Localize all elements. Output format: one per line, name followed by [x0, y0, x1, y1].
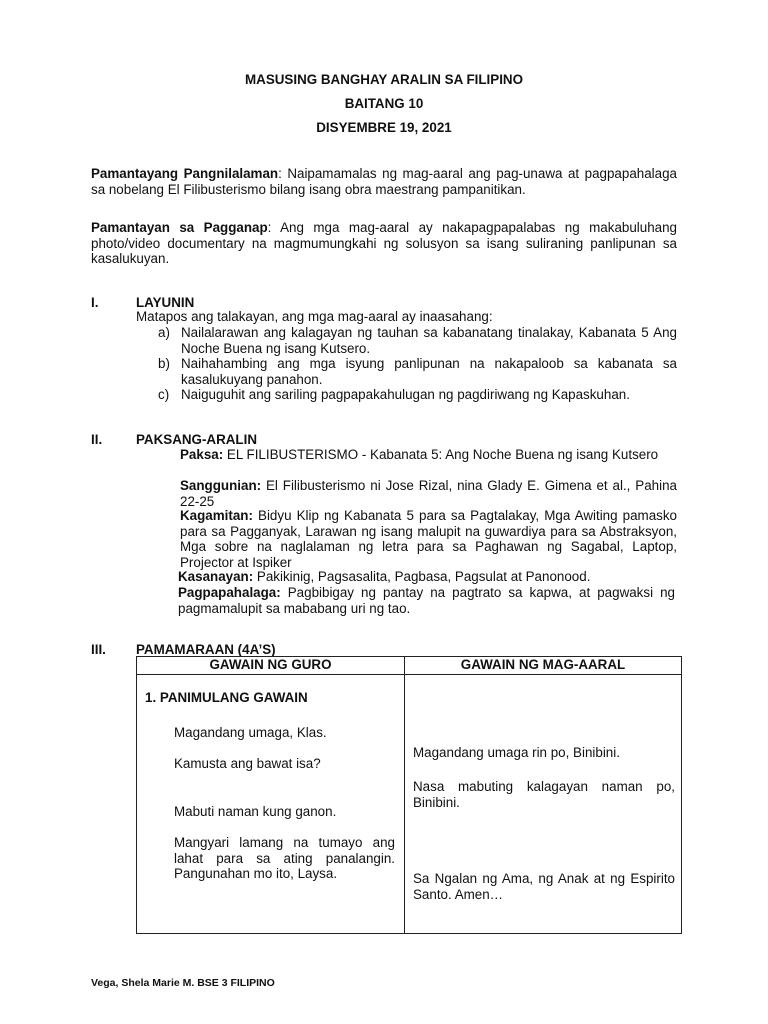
column-header-student: GAWAIN NG MAG-AARAL — [405, 657, 682, 675]
section-number: I. — [91, 295, 99, 310]
list-item: b) Naihahambing ang mga isyung panlipunan na nakapaloob sa kabanata sa kasalukuyang panahon. — [158, 356, 677, 387]
performance-standard-label: Pamantayan sa Pagganap — [91, 220, 268, 235]
objectives-list — [158, 325, 677, 403]
topic-paksa: Paksa: EL FILIBUSTERISMO - Kabanata 5: Ang Noche Buena ng isang Kutsero — [180, 447, 659, 462]
section-paksang-aralin-heading — [91, 432, 257, 447]
column-header-teacher: GAWAIN NG GURO — [137, 657, 405, 675]
content-standard — [91, 166, 677, 197]
topic-kagamitan: Kagamitan: Bidyu Klip ng Kabanata 5 para sa Pagtalakay, Mga Awiting pamasko para sa Pagganyak, Larawan ng isang malupit na guwardiya para sa Abstraksyon, Mga sobre na naglalaman ng letra para sa Paghawan ng Sagabal, Laptop, Projector at Ispiker — [180, 508, 677, 570]
topic-kasanayan: Kasanayan: Pakikinig, Pagsasalita, Pagbasa, Pagsulat at Panonood. — [178, 569, 591, 584]
student-line: Nasa mabuting kalagayan naman po, Binibini. — [413, 779, 675, 810]
grade-level: BAITANG 10 — [344, 96, 424, 111]
list-item: a) Nailalarawan ang kalagayan ng tauhan sa kabanatang tinalakay, Kabanata 5 Ang Noche Buena ng isang Kutsero. — [158, 325, 677, 356]
section-number: III. — [91, 642, 106, 657]
teacher-line: Mabuti naman kung ganon. — [174, 804, 337, 819]
content-standard-text: : Naipamamalas ng mag-aaral ang pag-unawa at pagpapahalaga sa nobelang El Filibusterismo bilang isang obra maestrang pampanitikan. — [91, 166, 677, 197]
topic-pagpapahalaga: Pagpapahalaga: Pagbibigay ng pantay na pagtrato sa kapwa, at pagwaksi ng pagmamalupit sa mababang uri ng tao. — [178, 585, 675, 616]
teacher-line: Mangyari lamang na tumayo ang lahat para sa ating panalangin. Pangunahan mo ito, Laysa. — [174, 835, 395, 881]
content-standard-label: Pamantayang Pangnilalaman — [91, 166, 279, 181]
teacher-cell — [137, 675, 405, 934]
teacher-line: Magandang umaga, Klas. — [174, 725, 327, 740]
performance-standard-text: : Ang mga mag-aaral ay nakapagpapalabas ng makabuluhang photo/video documentary na magmumungkahi ng solusyon sa isang suliraning panlipunan sa kasalukuyan. — [91, 220, 678, 266]
page-footer: Vega, Shela Marie M. BSE 3 FILIPINO — [91, 977, 275, 989]
procedure-table — [136, 656, 682, 934]
performance-standard — [91, 220, 677, 267]
section-number: II. — [91, 432, 103, 447]
lesson-date: DISYEMBRE 19, 2021 — [316, 120, 452, 135]
topic-sanggunian: Sanggunian: El Filibusterismo ni Jose Rizal, nina Glady E. Gimena et al., Pahina 22-25 — [180, 478, 677, 509]
student-cell — [405, 675, 682, 934]
student-line: Sa Ngalan ng Ama, ng Anak at ng Espirito Santo. Amen… — [413, 871, 675, 902]
document-title: MASUSING BANGHAY ARALIN SA FILIPINO — [245, 72, 523, 87]
section-title: LAYUNIN — [136, 295, 195, 310]
teacher-line: Kamusta ang bawat isa? — [174, 756, 321, 771]
student-line: Magandang umaga rin po, Binibini. — [413, 745, 620, 760]
list-item: c) Naiguguhit ang sariling pagpapakahulugan ng pagdiriwang ng Kapaskuhan. — [158, 387, 630, 402]
section-layunin-heading — [91, 295, 194, 310]
section-title: PAMAMARAAN (4A’S) — [136, 642, 276, 657]
section-title: PAKSANG-ARALIN — [136, 432, 258, 447]
section-pamamaraan-heading — [91, 642, 276, 657]
objectives-intro: Matapos ang talakayan, ang mga mag-aaral ay inaasahang: — [136, 309, 493, 324]
activity-heading: 1. PANIMULANG GAWAIN — [145, 690, 308, 705]
